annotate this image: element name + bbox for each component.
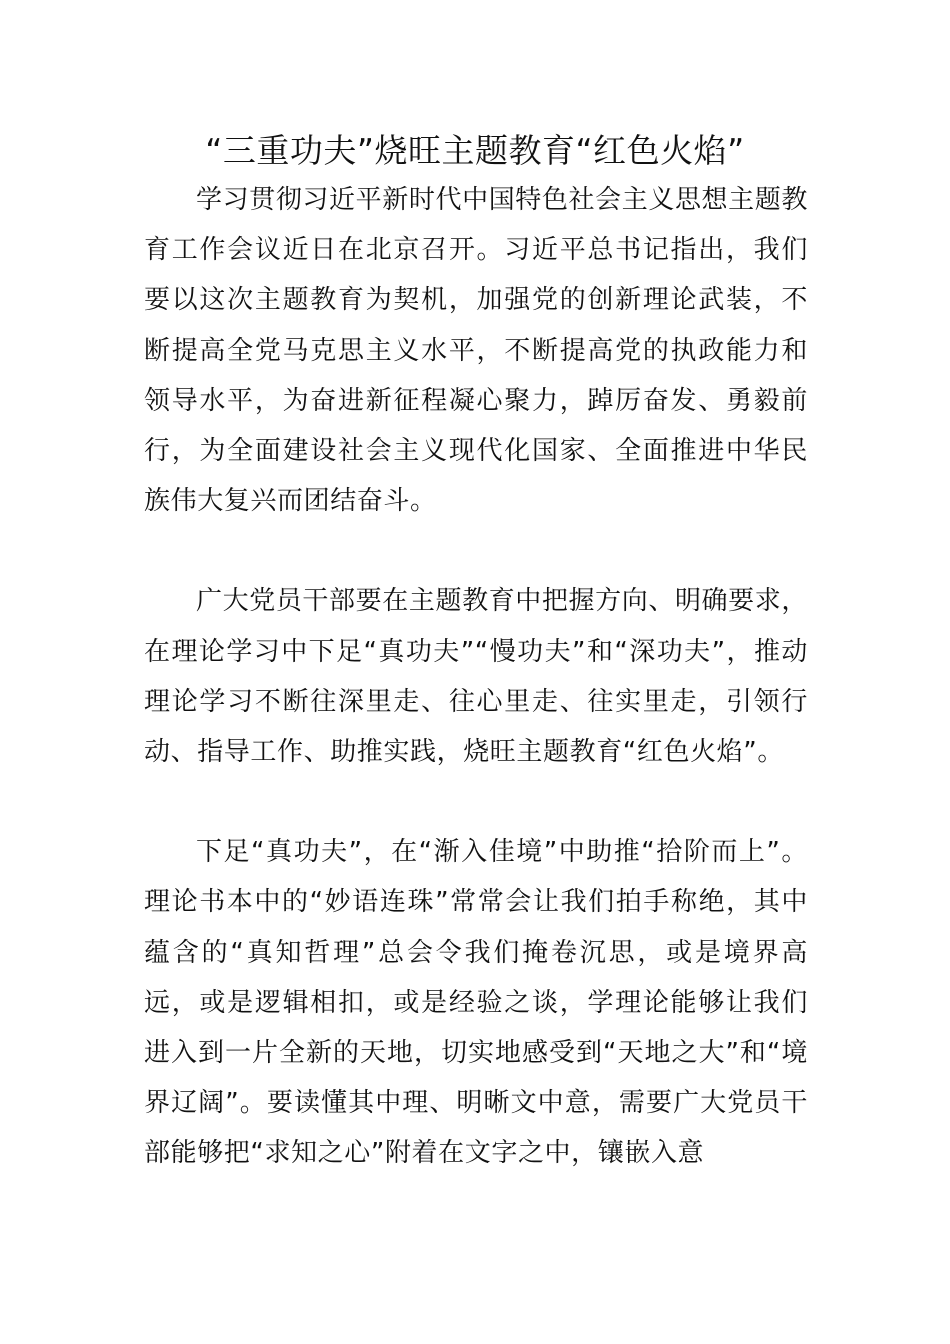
paragraph-spacer	[144, 777, 808, 827]
document-title: “三重功夫”烧旺主题教育“红色火焰”	[205, 131, 745, 170]
document-body	[144, 175, 808, 1179]
paragraph-spacer	[144, 526, 808, 576]
paragraph-intro: 学习贯彻习近平新时代中国特色社会主义思想主题教育工作会议近日在北京召开。习近平总书记指出，我们要以这次主题教育为契机，加强党的创新理论武装，不断提高全党马克思主义水平，不断提高党的执政能力和领导水平，为奋进新征程凝心聚力，踔厉奋发、勇毅前行，为全面建设社会主义现代化国家、全面推进中华民族伟大复兴而团结奋斗。	[144, 185, 808, 517]
paragraph-requirements: 广大党员干部要在主题教育中把握方向、明确要求，在理论学习中下足“真功夫”“慢功夫”和“深功夫”，推动理论学习不断往深里走、往心里走、往实里走，引领行动、指导工作、助推实践，烧旺主题教育“红色火焰”。	[144, 586, 808, 768]
paragraph-true-effort: 下足“真功夫”，在“渐入佳境”中助推“拾阶而上”。理论书本中的“妙语连珠”常常会让我们拍手称绝，其中蕴含的“真知哲理”总会令我们掩卷沉思，或是境界高远，或是逻辑相扣，或是经验之谈，学理论能够让我们进入到一片全新的天地，切实地感受到“天地之大”和“境界辽阔”。要读懂其中理、明晰文中意，需要广大党员干部能够把“求知之心”附着在文字之中，镶嵌入意	[144, 837, 808, 1169]
